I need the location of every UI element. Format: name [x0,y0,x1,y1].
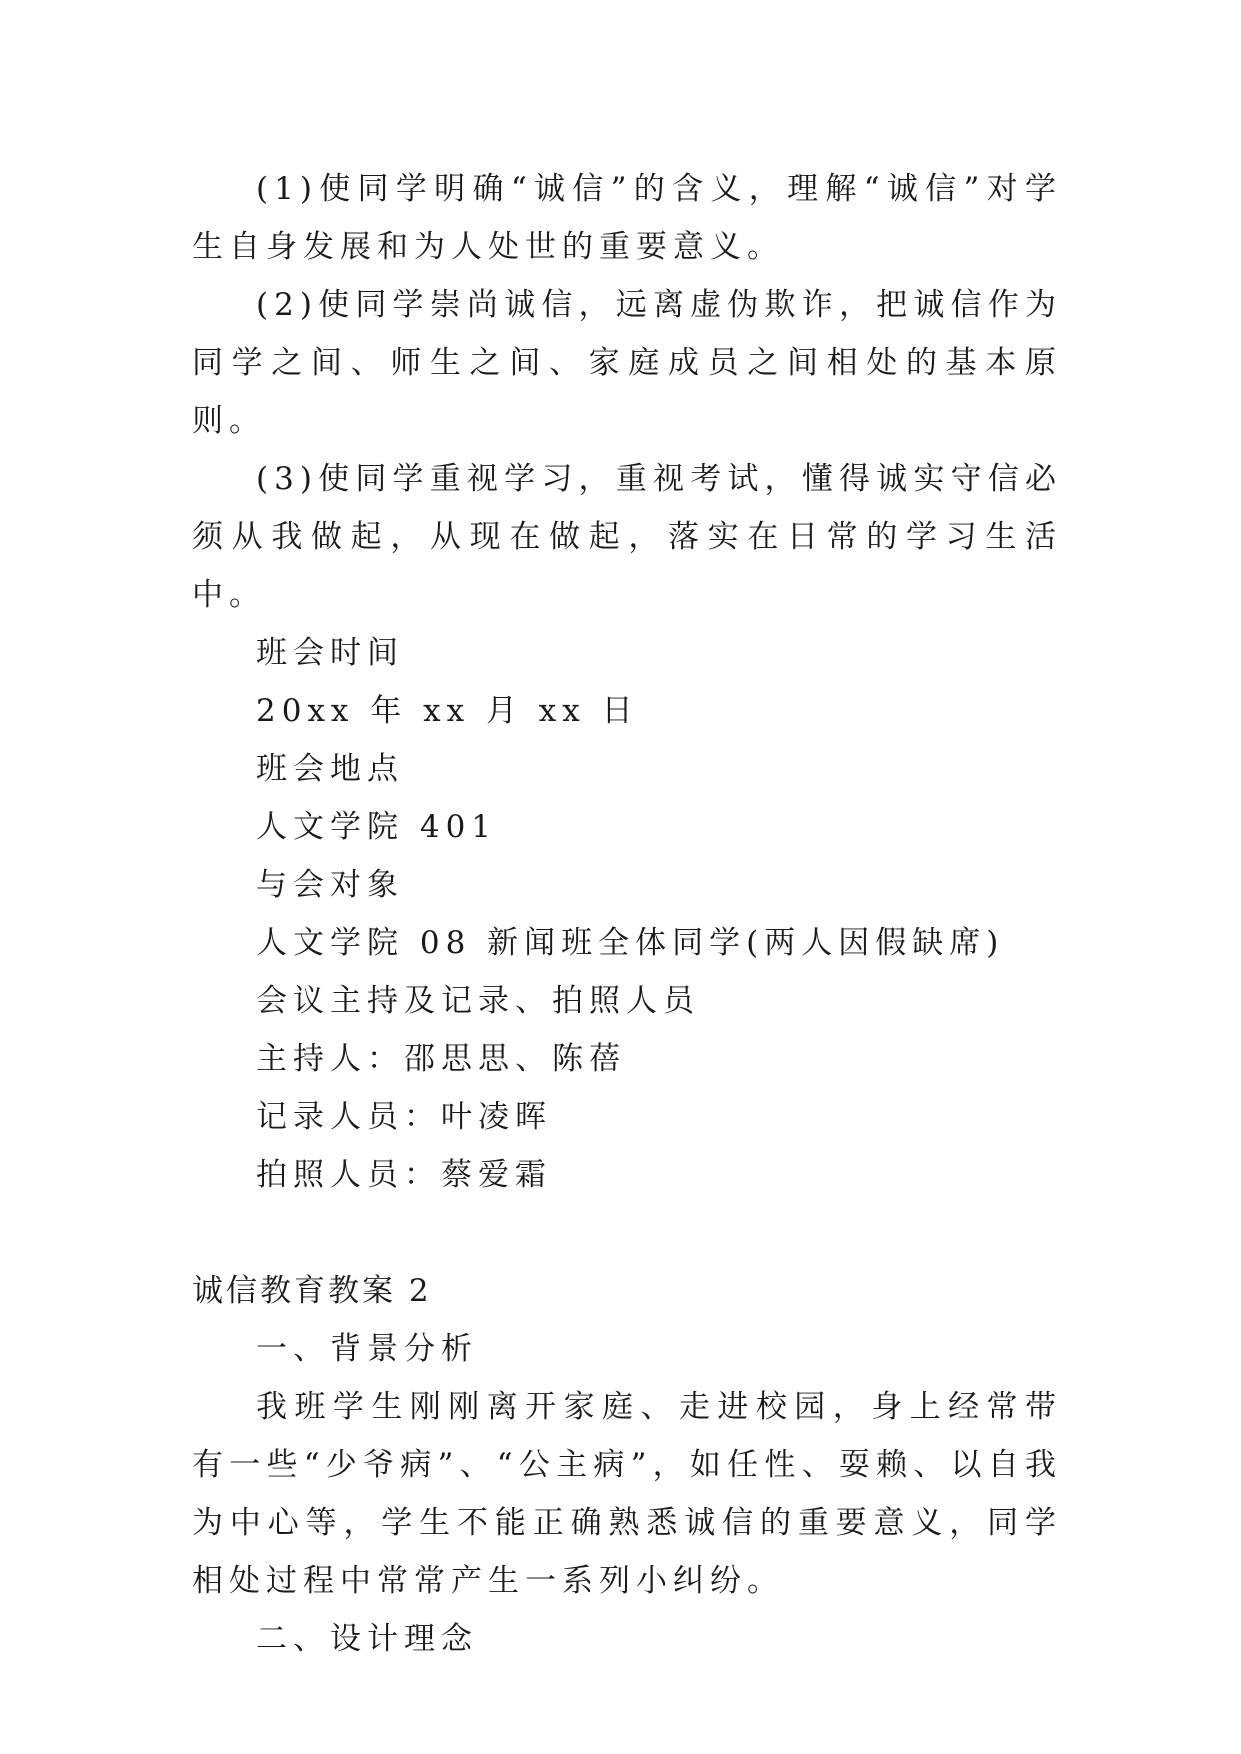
meeting-host: 主持人：邵思思、陈蓓 [256,1041,626,1077]
meeting-time-label: 班会时间 [256,635,404,671]
background-text: 我班学生刚刚离开家庭、走进校园，身上经常带有一些“少爷病”、“公主病”，如任性、耍赖、以自我为中心等，学生不能正确熟悉诚信的重要意义，同学相处过程中常常产生一系列小纠纷。 [192,1389,1062,1599]
meeting-place-value: 人文学院 401 [256,809,498,845]
objective-1: (1)使同学明确“诚信”的含义，理解“诚信”对学生自身发展和为人处世的重要意义。 [192,171,1062,265]
background-heading: 一、背景分析 [256,1331,478,1367]
section-spacer [192,1204,1062,1262]
meeting-recorder: 记录人员：叶凌晖 [256,1099,552,1135]
objective-3: (3)使同学重视学习，重视考试，懂得诚实守信必须从我做起，从现在做起，落实在日常的学习生活中。 [192,461,1062,613]
design-heading: 二、设计理念 [256,1621,478,1657]
section-title: 诚信教育教案 2 [192,1273,432,1309]
document-page [192,160,1062,1668]
meeting-staff-label: 会议主持及记录、拍照人员 [256,983,700,1019]
objective-2: (2)使同学崇尚诚信，远离虚伪欺诈，把诚信作为同学之间、师生之间、家庭成员之间相处的基本原则。 [192,287,1062,439]
meeting-photographer: 拍照人员：蔡爱霜 [256,1157,552,1193]
meeting-attendees-value: 人文学院 08 新闻班全体同学(两人因假缺席) [256,925,1005,961]
meeting-time-value: 20xx 年 xx 月 xx 日 [256,693,639,729]
meeting-place-label: 班会地点 [256,751,404,787]
meeting-attendees-label: 与会对象 [256,867,404,903]
